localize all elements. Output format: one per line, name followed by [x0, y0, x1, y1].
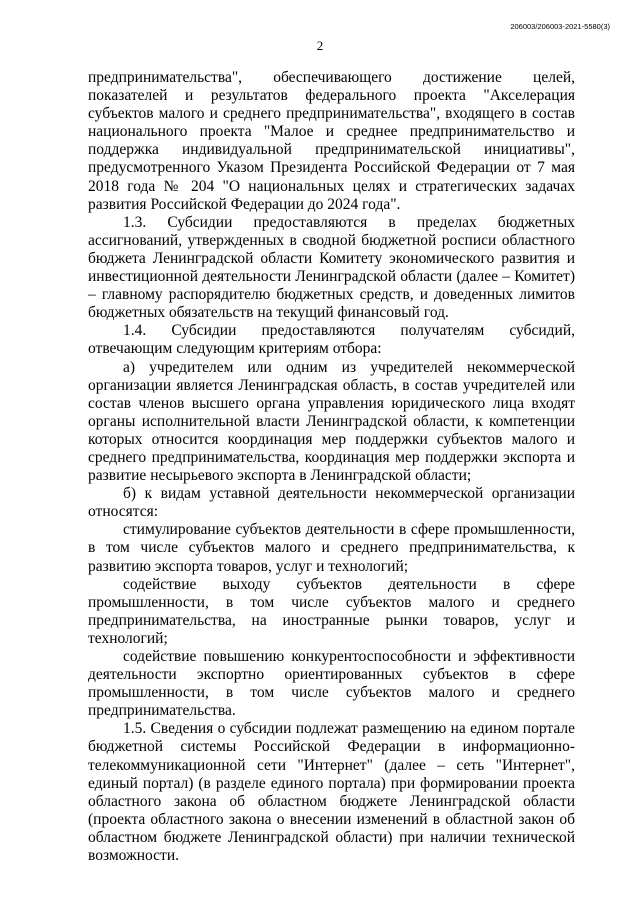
activity-item-1: стимулирование субъектов деятельности в сфере промышленности, в том числе субъектов малого и среднего предпринимательства, к развитию экспорта товаров, услуг и технологий;: [88, 521, 575, 575]
paragraph-1-3: 1.3. Субсидии предоставляются в пределах бюджетных ассигнований, утвержденных в сводной бюджетной росписи областного бюджета Ленинградской области Комитету экономического развития и инвестиционной деятельности Ленинградской области (далее – Комитет) – главному распорядителю бюджетных средств, и доведенных лимитов бюджетных обязательств на текущий финансовый год.: [88, 213, 575, 322]
document-id: 206003/206003-2021-5580(3): [510, 22, 610, 31]
document-body: [88, 69, 575, 865]
paragraph-1-4: 1.4. Субсидии предоставляются получателям субсидий, отвечающим следующим критериям отбора:: [88, 322, 575, 358]
criterion-a: а) учредителем или одним из учредителей некоммерческой организации является Ленинградская область, в состав учредителей или состав членов высшего органа управления юридического лица входят органы исполнительной власти Ленинградской области, к компетенции которых относится координация мер поддержки субъектов малого и среднего предпринимательства, координация мер поддержки экспорта и развитие несырьевого экспорта в Ленинградской области;: [88, 358, 575, 485]
activity-item-3: содействие повышению конкурентоспособности и эффективности деятельности экспортно ориентированных субъектов в сфере промышленности, в том числе субъектов малого и среднего предпринимательства.: [88, 648, 575, 720]
activity-item-2: содействие выходу субъектов деятельности в сфере промышленности, в том числе субъектов малого и среднего предпринимательства, на иностранные рынки товаров, услуг и технологий;: [88, 575, 575, 647]
page-number: 2: [316, 38, 324, 53]
criterion-b: б) к видам уставной деятельности некоммерческой организации относятся:: [88, 485, 575, 521]
paragraph-1-5: 1.5. Сведения о субсидии подлежат размещению на едином портале бюджетной системы Российской Федерации в информационно-телекоммуникационной сети "Интернет" (далее – сеть "Интернет", единый портал) (в разделе единого портала) при формировании проекта областного закона об областном бюджете Ленинградской области (проекта областного закона о внесении изменений в областной закон об областном бюджете Ленинградской области) при наличии технической возможности.: [88, 720, 575, 865]
paragraph-continuation: предпринимательства", обеспечивающего достижение целей, показателей и результатов федерального проекта "Акселерация субъектов малого и среднего предпринимательства", входящего в состав национального проекта "Малое и среднее предпринимательство и поддержка индивидуальной предпринимательской инициативы", предусмотренного Указом Президента Российской Федерации от 7 мая 2018 года № 204 "О национальных целях и стратегических задачах развития Российской Федерации до 2024 года".: [88, 69, 575, 213]
